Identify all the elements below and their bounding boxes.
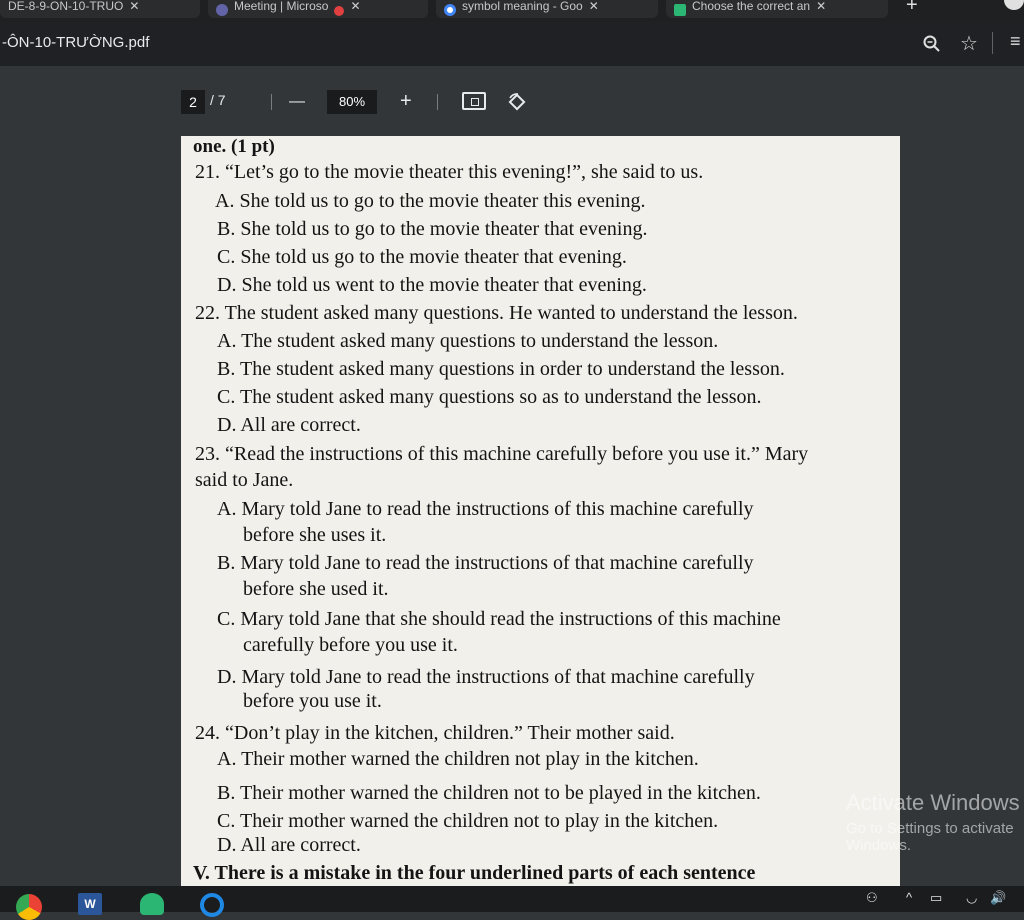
site-icon	[674, 4, 686, 16]
doc-line: C. The student asked many questions so as to understand the lesson.	[217, 386, 762, 408]
doc-line: C. Mary told Jane that she should read the instructions of this machine	[217, 608, 781, 630]
doc-line: said to Jane.	[195, 469, 294, 491]
doc-line: V. There is a mistake in the four underlined parts of each sentence	[193, 862, 756, 884]
doc-line: A. She told us to go to the movie theater this evening.	[215, 190, 646, 212]
page-total: / 7	[210, 92, 226, 108]
bookmark-star-icon[interactable]: ☆	[960, 33, 978, 55]
rotate-icon[interactable]	[507, 92, 527, 112]
profile-icon[interactable]	[1004, 0, 1024, 10]
close-icon[interactable]: ✕	[350, 0, 361, 13]
doc-line: B. Their mother warned the children not to be played in the kitchen.	[217, 782, 761, 804]
browser-tab[interactable]	[208, 0, 428, 18]
browser-tab-strip	[0, 0, 1024, 22]
doc-line: before she uses it.	[243, 524, 387, 546]
word-icon[interactable]: W	[78, 893, 102, 915]
google-icon	[444, 4, 456, 16]
close-icon[interactable]: ✕	[129, 0, 140, 13]
browser-tab[interactable]	[0, 0, 200, 18]
network-icon[interactable]: ▭	[930, 890, 943, 905]
doc-line: before she used it.	[243, 578, 389, 600]
doc-line: A. Mary told Jane to read the instructions of this machine carefully	[217, 498, 754, 520]
doc-line: C. She told us go to the movie theater that evening.	[217, 246, 627, 268]
recording-icon	[334, 6, 344, 16]
doc-line: B. She told us to go to the movie theater that evening.	[217, 218, 648, 240]
volume-icon[interactable]: 🔊	[990, 890, 1007, 905]
page-number-input[interactable]: 2	[181, 90, 205, 114]
tab-label: DE-8-9-ON-10-TRUO	[8, 0, 124, 13]
search-icon[interactable]	[922, 34, 942, 54]
browser-tab[interactable]	[436, 0, 658, 18]
tab-label: Meeting | Microso	[234, 0, 329, 13]
close-icon[interactable]: ✕	[816, 0, 827, 13]
doc-line: carefully before you use it.	[243, 634, 458, 656]
zoom-in-button[interactable]: +	[400, 90, 412, 112]
doc-line: D. Mary told Jane to read the instructions of that machine carefully	[217, 666, 755, 688]
teams-icon	[216, 4, 228, 16]
browser-tab[interactable]	[666, 0, 888, 18]
doc-line: B. The student asked many questions in order to understand the lesson.	[217, 358, 785, 380]
tab-label: symbol meaning - Goo	[462, 0, 583, 13]
zoom-out-button[interactable]: —	[289, 93, 305, 110]
wifi-icon[interactable]: ◡	[966, 890, 978, 905]
pdf-page	[181, 136, 900, 886]
doc-line: before you use it.	[243, 690, 382, 712]
doc-line: A. The student asked many questions to understand the lesson.	[217, 330, 719, 352]
doc-line: C. Their mother warned the children not to play in the kitchen.	[217, 810, 719, 832]
divider	[271, 94, 272, 110]
zoom-level-input[interactable]: 80%	[327, 90, 377, 114]
edge-icon[interactable]	[200, 893, 224, 917]
fit-to-page-icon[interactable]	[462, 92, 486, 110]
activation-watermark-title: Activate Windows	[846, 790, 1020, 815]
doc-line: D. All are correct.	[217, 414, 361, 436]
doc-line: D. She told us went to the movie theater that evening.	[217, 274, 647, 296]
doc-line: one. (1 pt)	[193, 136, 275, 157]
doc-line: B. Mary told Jane to read the instructions of that machine carefully	[217, 552, 754, 574]
doc-line: 23. “Read the instructions of this machine carefully before you use it.” Mary	[195, 443, 809, 465]
chrome-icon[interactable]	[16, 894, 42, 920]
doc-line: 24. “Don’t play in the kitchen, children.” Their mother said.	[195, 722, 675, 744]
new-tab-icon[interactable]: +	[906, 0, 918, 16]
activation-watermark-subtitle: Go to Settings to activate Windows.	[846, 820, 1014, 854]
tab-label: Choose the correct an	[692, 0, 811, 13]
doc-line: A. Their mother warned the children not play in the kitchen.	[217, 748, 699, 770]
divider	[437, 94, 438, 110]
doc-line: 21. “Let’s go to the movie theater this evening!”, she said to us.	[195, 161, 704, 183]
menu-icon[interactable]: ≡	[1010, 31, 1021, 51]
divider	[992, 32, 993, 54]
close-icon[interactable]: ✕	[588, 0, 599, 13]
people-icon[interactable]: ⚇	[866, 890, 878, 905]
chevron-up-icon[interactable]: ^	[906, 890, 913, 905]
doc-line: D. All are correct.	[217, 834, 361, 856]
doc-line: 22. The student asked many questions. He wanted to understand the lesson.	[195, 302, 798, 324]
pdf-titlebar	[0, 22, 1024, 66]
document-title: -ÔN-10-TRƯỜNG.pdf	[2, 34, 150, 51]
